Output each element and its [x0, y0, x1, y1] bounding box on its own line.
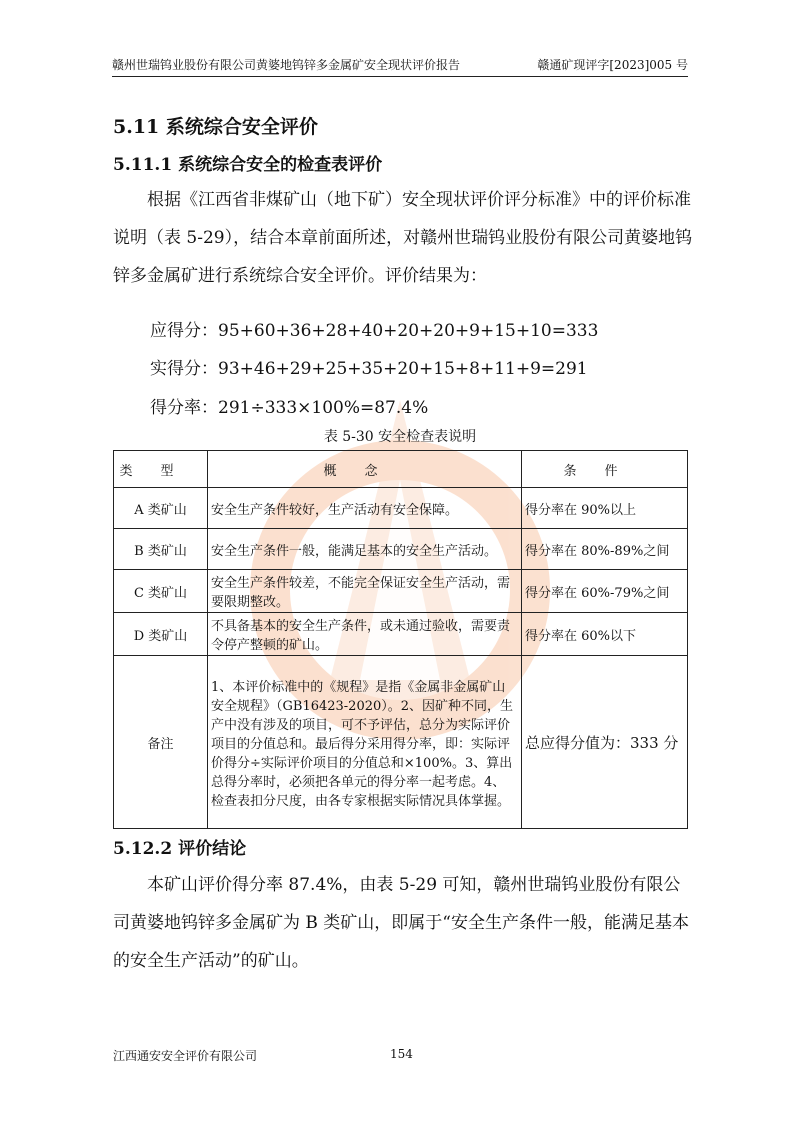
formula-expected-score: 应得分：95+60+36+28+40+20+20+9+15+10=333: [150, 321, 599, 341]
row-condition: 得分率在 90%以上: [522, 488, 688, 529]
table-row-note: [114, 656, 688, 829]
formula-score-rate: 得分率：291÷333×100%=87.4%: [150, 398, 429, 418]
table-row: [114, 570, 688, 613]
table-row: [114, 529, 688, 570]
header-report-number: 赣通矿现评字[2023]005 号: [537, 58, 688, 72]
table-caption: 表 5-30 安全检查表说明: [323, 429, 477, 445]
table-row: [114, 488, 688, 529]
note-total: 总应得分值为：333 分: [522, 656, 688, 829]
section-title-5-11: 5.11 系统综合安全评价: [113, 116, 318, 138]
section-title-5-11-1: 5.11.1 系统综合安全的检查表评价: [113, 155, 383, 175]
row-condition: 得分率在 80%-89%之间: [522, 529, 688, 570]
table-header-row: [114, 451, 688, 488]
header-type: 类型: [114, 451, 208, 488]
row-type: B 类矿山: [114, 529, 208, 570]
note-label: 备注: [114, 656, 208, 829]
page-number: 154: [390, 1047, 413, 1061]
row-condition: 得分率在 60%以下: [522, 613, 688, 656]
table-row: [114, 613, 688, 656]
row-condition: 得分率在 60%-79%之间: [522, 570, 688, 613]
header-condition: 条件: [522, 451, 688, 488]
header-concept: 概念: [208, 451, 522, 488]
row-concept: 安全生产条件一般，能满足基本的安全生产活动。: [208, 529, 522, 570]
row-concept: 安全生产条件较差，不能完全保证安全生产活动，需要限期整改。: [208, 570, 522, 613]
row-type: A 类矿山: [114, 488, 208, 529]
row-type: C 类矿山: [114, 570, 208, 613]
formula-actual-score: 实得分：93+46+29+25+35+20+15+8+11+9=291: [150, 359, 588, 379]
paragraph-intro: 根据《江西省非煤矿山（地下矿）安全现状评价评分标准》中的评价标准说明（表 5-29），结合本章前面所述，对赣州世瑞钨业股份有限公司黄婆地钨锌多金属矿进行系统综合安全评价。评价结果为：: [113, 190, 693, 286]
header-report-title: 赣州世瑞钨业股份有限公司黄婆地钨锌多金属矿安全现状评价报告: [112, 58, 461, 72]
section-title-5-12-2: 5.12.2 评价结论: [113, 839, 247, 859]
row-concept: 安全生产条件较好，生产活动有安全保障。: [208, 488, 522, 529]
safety-checklist-table: [113, 450, 688, 829]
row-type: D 类矿山: [114, 613, 208, 656]
paragraph-conclusion: 本矿山评价得分率 87.4%，由表 5-29 可知，赣州世瑞钨业股份有限公司黄婆地钨锌多金属矿为 B 类矿山，即属于“安全生产条件一般，能满足基本的安全生产活动”的矿山。: [113, 875, 689, 971]
page-header: [112, 54, 688, 77]
row-concept: 不具备基本的安全生产条件，或未通过验收，需要责令停产整顿的矿山。: [208, 613, 522, 656]
footer-company: 江西通安安全评价有限公司: [113, 1049, 258, 1063]
note-text: 1、本评价标准中的《规程》是指《金属非金属矿山安全规程》（GB16423-2020）。2、因矿种不同，生产中没有涉及的项目，可不予评估，总分为实际评价项目的分值总和。最后得分采用得分率，即：实际评价得分÷实际评价项目的分值总和×100%。3、算出总得分率时，必须把各单元的得分率一起考虑。4、检查表扣分尺度，由各专家根据实际情况具体掌握。: [208, 656, 522, 829]
